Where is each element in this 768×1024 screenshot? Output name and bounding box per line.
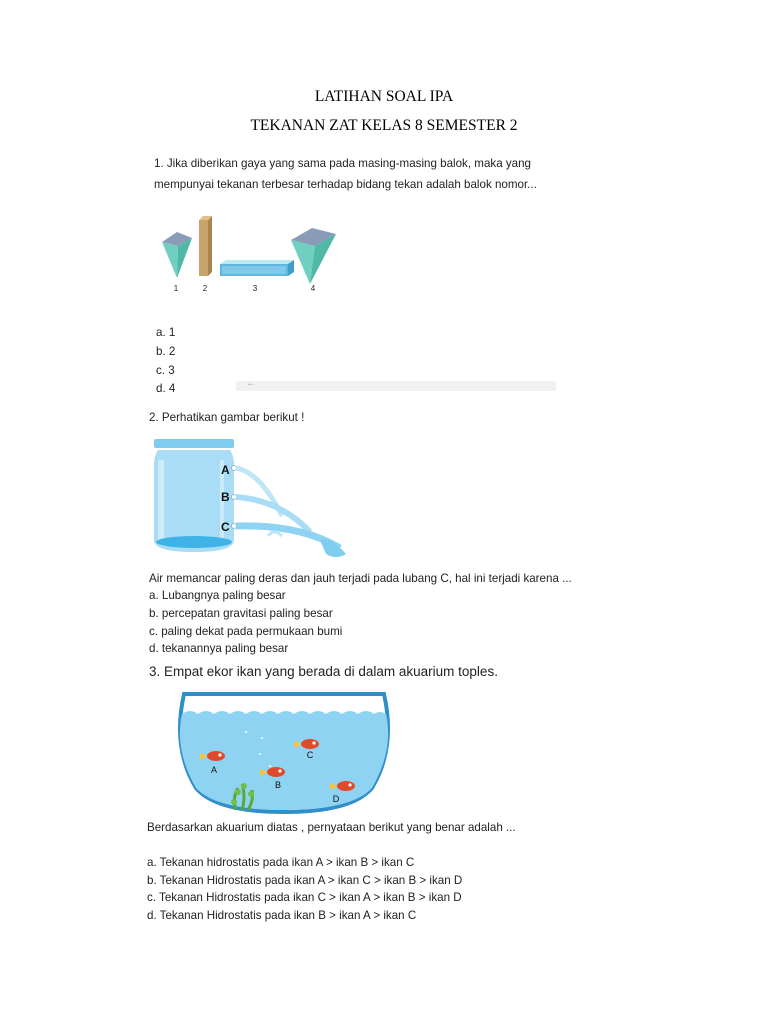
q1-option-b: b. 2 <box>156 345 176 358</box>
q1-option-d: d. 4 <box>156 382 176 395</box>
q1-line1: 1. Jika diberikan gaya yang sama pada masing-masing balok, maka yang <box>154 157 532 170</box>
page-subtitle: TEKANAN ZAT KELAS 8 SEMESTER 2 <box>250 117 518 134</box>
q3-aquarium-figure <box>174 688 394 816</box>
block-label-3: 3 <box>252 284 258 293</box>
block-label-1: 1 <box>173 284 179 293</box>
q3-option-a: a. Tekanan hidrostatis pada ikan A > ikan B > ikan C <box>147 856 415 869</box>
fish-label-d: D <box>332 794 340 804</box>
q1-line2: mempunyai tekanan terbesar terhadap bidang tekan adalah balok nomor... <box>154 178 537 191</box>
q3-option-b: b. Tekanan Hidrostatis pada ikan A > ikan C > ikan B > ikan D <box>147 874 463 887</box>
fish-label-c: C <box>306 750 314 760</box>
q2-option-a: a. Lubangnya paling besar <box>149 589 286 602</box>
hole-label-a: A <box>221 463 230 477</box>
block-1 <box>162 232 192 278</box>
q3-option-d: d. Tekanan Hidrostatis pada ikan B > ikan A > ikan C <box>147 909 417 922</box>
q2-option-c: c. paling dekat pada permukaan bumi <box>149 625 343 638</box>
hole-label-b: B <box>221 490 230 504</box>
q1-blocks-figure <box>150 212 350 298</box>
q3-question: Berdasarkan akuarium diatas , pernyataan berikut yang benar adalah ... <box>147 821 516 834</box>
q2-prompt: 2. Perhatikan gambar berikut ! <box>149 411 305 424</box>
q1-option-a: a. 1 <box>156 326 176 339</box>
block-label-2: 2 <box>202 284 208 293</box>
back-arrow-icon: ← <box>246 378 256 389</box>
hole-label-c: C <box>221 520 230 534</box>
q2-jar-figure <box>150 436 350 566</box>
q2-option-b: b. percepatan gravitasi paling besar <box>149 607 333 620</box>
fish-label-b: B <box>274 780 282 790</box>
block-4 <box>291 228 336 284</box>
page-title: LATIHAN SOAL IPA <box>314 88 454 105</box>
q2-question: Air memancar paling deras dan jauh terjadi pada lubang C, hal ini terjadi karena ... <box>149 572 572 585</box>
q3-prompt: 3. Empat ekor ikan yang berada di dalam akuarium toples. <box>149 664 498 679</box>
fish-label-a: A <box>210 765 218 775</box>
block-2 <box>199 216 212 276</box>
overlay-bar <box>236 381 556 391</box>
block-3 <box>220 260 294 276</box>
q3-option-c: c. Tekanan Hidrostatis pada ikan C > ikan A > ikan B > ikan D <box>147 891 462 904</box>
q1-option-c: c. 3 <box>156 364 175 377</box>
block-label-4: 4 <box>310 284 316 293</box>
q2-option-d: d. tekanannya paling besar <box>149 642 289 655</box>
